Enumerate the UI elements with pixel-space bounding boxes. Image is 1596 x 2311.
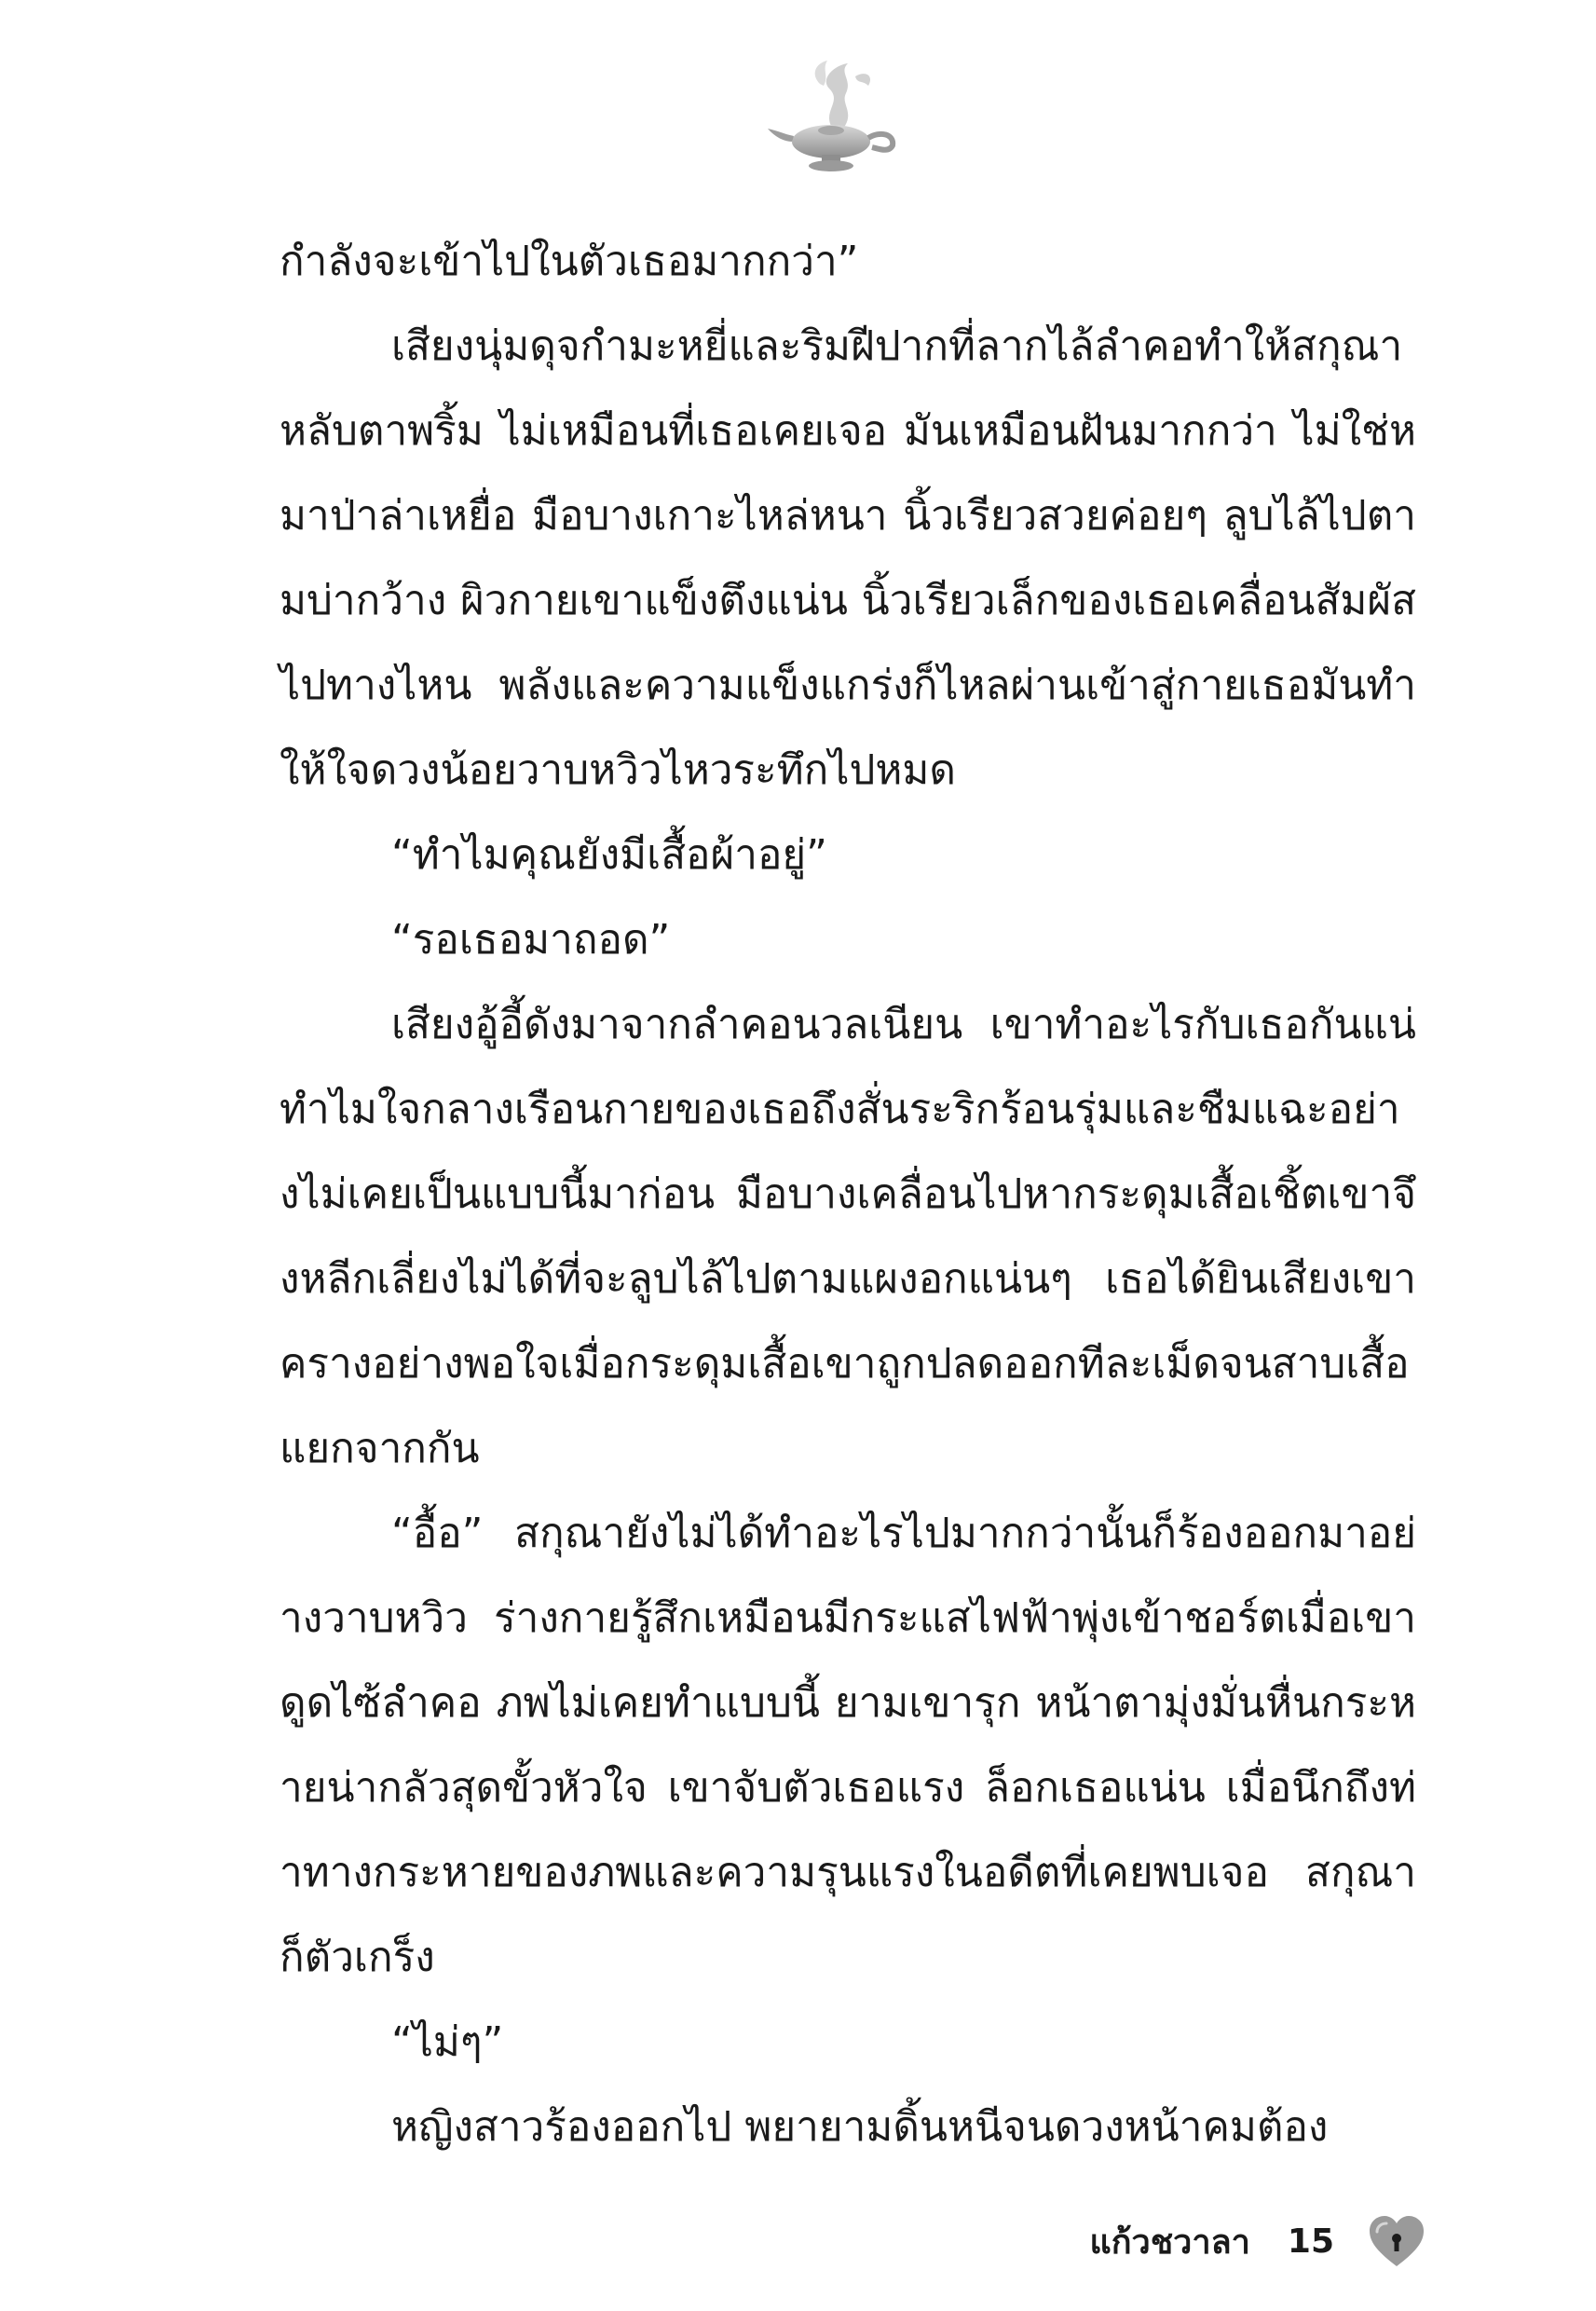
body-text [280, 219, 1416, 2169]
page-footer [1071, 2204, 1425, 2278]
paragraph: “ไม่ๆ” [391, 2018, 504, 2066]
paragraph: “รอเธอมาถอด” [391, 916, 671, 964]
page-number: 15 [1287, 2222, 1334, 2261]
book-title: แก้วชวาลา [1089, 2222, 1250, 2262]
paragraph: “อื้อ” สกุณายังไม่ได้ทำอะไรไปมากกว่านั้นก็ร้องออกมาอย่างวาบหวิว ร่างกายรู้สึกเหมือนมีกระแสไฟฟ้าพุ่งเข้าชอร์ตเมื่อเขาดูดไซ้ลำคอ ภพไม่เคยทำแบบนี้ ยามเขารุก หน้าตามุ่งมั่นหื่นกระหายน่ากลัวสุดขั้วหัวใจ เขาจับตัวเธอแรง ล็อกเธอแน่น เมื่อนึกถึงท่าทางกระหายของภพและความรุนแรงในอดีตที่เคยพบเจอ สกุณาก็ตัวเกร็ง [280, 1510, 1416, 1981]
heart-lock-icon [1368, 2214, 1425, 2268]
paragraph: กำลังจะเข้าไปในตัวเธอมากกว่า” [280, 238, 859, 285]
magic-lamp-icon [764, 56, 904, 177]
paragraph: เสียงนุ่มดุจกำมะหยี่และริมฝีปากที่ลากไล้ลำคอทำให้สกุณาหลับตาพริ้ม ไม่เหมือนที่เธอเคยเจอ มันเหมือนฝันมากกว่า ไม่ใช่หมาป่าล่าเหยื่อ มือบางเกาะไหล่หนา นิ้วเรียวสวยค่อยๆ ลูบไล้ไปตามบ่ากว้าง ผิวกายเขาแข็งตึงแน่น นิ้วเรียวเล็กของเธอเคลื่อนสัมผัสไปทางไหน พลังและความแข็งแกร่งก็ไหลผ่านเข้าสู่กายเธอมันทำให้ใจดวงน้อยวาบหวิวไหวระทึกไปหมด [280, 322, 1416, 794]
paragraph: เสียงอู้อี้ดังมาจากลำคอนวลเนียน เขาทำอะไรกับเธอกันแน่ทำไมใจกลางเรือนกายของเธอถึงสั่นระริกร้อนรุ่มและชืมแฉะอย่างไม่เคยเป็นแบบนี้มาก่อน มือบางเคลื่อนไปหากระดุมเสื้อเชิ้ตเขาจึงหลีกเลี่ยงไม่ได้ที่จะลูบไล้ไปตามแผงอกแน่นๆ เธอได้ยินเสียงเขาครางอย่างพอใจเมื่อกระดุมเสื้อเขาถูกปลดออกทีละเม็ดจนสาบเสื้อแยกจากกัน [280, 1001, 1416, 1472]
paragraph: หญิงสาวร้องออกไป พยายามดิ้นหนีจนดวงหน้าคมต้อง [391, 2103, 1329, 2151]
paragraph: “ทำไมคุณยังมีเสื้อผ้าอยู่” [391, 831, 827, 879]
